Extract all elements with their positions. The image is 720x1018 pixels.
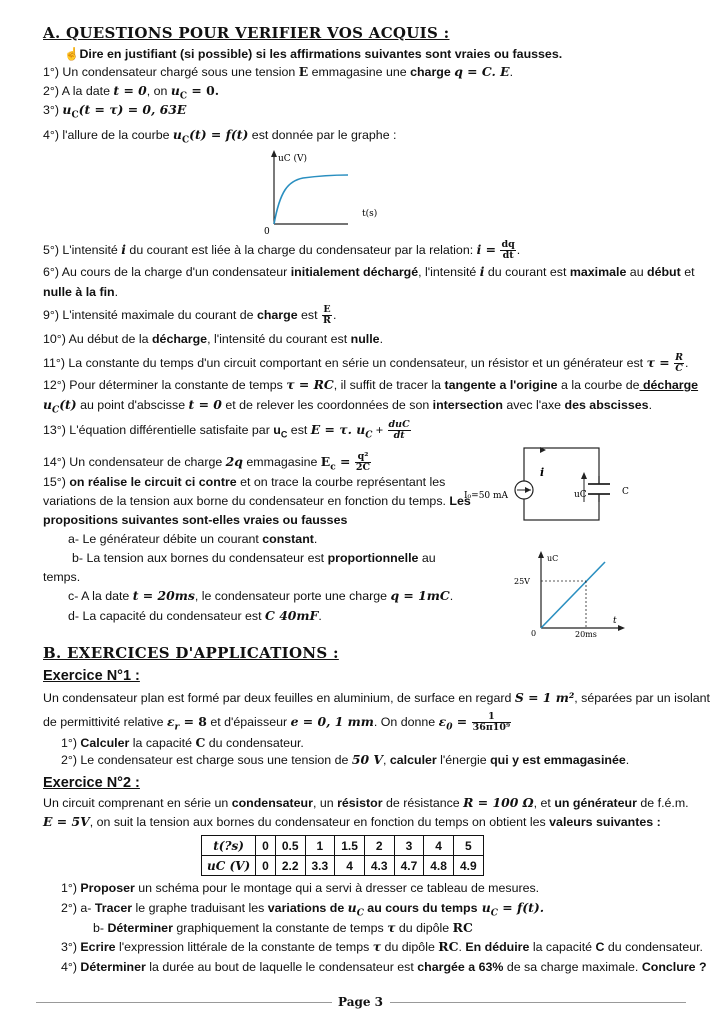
table-cell: 1.5 — [335, 836, 365, 856]
ex1-line2: de permittivité relative $\varepsilon_r = 8$ et d'épaisseur e = 0, 1 mm. On donne $\varepsilon_0$ = $\frac{1}{\text{36π10⁹}}$ — [43, 711, 511, 733]
q15-line1: 15°) on réalise le circuit ci contre et on trace la courbe représentant les — [43, 475, 446, 489]
table-cell: 3 — [394, 836, 424, 856]
circuit-diagram — [462, 440, 652, 530]
ex2-line2: E = 5V, on suit la tension aux bornes du condensateur en fonction du temps on obtient les valeurs suivantes : — [43, 814, 661, 829]
q2: 2°) A la date t = 0, on $u_C = 0$. — [43, 83, 220, 102]
instruction — [64, 46, 562, 62]
pointing-hand-icon: ☝ — [64, 47, 80, 61]
graph2-ylabel: uC — [547, 554, 559, 563]
table-cell: 4 — [424, 836, 454, 856]
graph2-origin: 0 — [531, 629, 537, 638]
q6-line1: 6°) Au cours de la charge d'un condensateur initialement déchargé, l'intensité i du courant est maximale au début et — [43, 264, 695, 279]
linear-curve — [541, 562, 605, 628]
graph2-xlabel: t — [613, 616, 617, 626]
table-header-time: t(?s) — [202, 836, 256, 856]
y-axis-arrow-icon — [538, 551, 544, 558]
table-cell: 2.2 — [275, 856, 305, 876]
section-b-title: B. EXERCICES D'APPLICATIONS : — [43, 644, 339, 662]
q1: 1°) Un condensateur chargé sous une tension E emmagasine une charge q = C. E. — [43, 64, 514, 79]
table-cell: 0 — [256, 836, 276, 856]
ex2-q1: 1°) Proposer un schéma pour le montage qui a servi à dresser ce tableau de mesures. — [61, 881, 540, 895]
graph1-ylabel: uC (V) — [278, 154, 308, 164]
q15-a: a- Le générateur débite un courant constant. — [68, 532, 318, 546]
linear-uc-graph — [505, 548, 635, 640]
q15-d: d- La capacité du condensateur est C 40mF. — [68, 608, 322, 623]
table-cell: 4 — [335, 856, 365, 876]
q15-c: c- A la date t = 20ms, le condensateur porte une charge q = 1mC. — [68, 588, 454, 603]
instruction-text: Dire en justifiant (si possible) si les affirmations suivantes sont vraies ou fausses. — [79, 47, 563, 61]
table-cell: 4.8 — [424, 856, 454, 876]
table-cell: 4.7 — [394, 856, 424, 876]
q12-line2: $u_C(t)$ au point d'abscisse t = 0 et de relever les coordonnées de son intersection avec l'axe des abscisses. — [43, 397, 653, 416]
charge-curve — [274, 175, 348, 224]
q6-line2: nulle à la fin. — [43, 285, 119, 299]
q4: 4°) l'allure de la courbe $u_C(t) = f(t)$ est donnée par le graphe : — [43, 127, 397, 146]
circuit-source-label: I₀=50 mA — [464, 491, 509, 501]
x-axis-arrow-icon — [618, 625, 625, 631]
ex2-q4: 4°) Déterminer la durée au bout de laquelle le condensateur est chargée a 63% de sa charge maximale. Conclure ? — [61, 960, 707, 974]
q15-line2: variations de la tension aux borne du condensateur en fonction du temps. Les — [43, 494, 471, 508]
ex1-line1: Un condensateur plan est formé par deux feuilles en aluminium, de surface en regard S = 1 m², séparées par un isolant — [43, 690, 710, 705]
circuit-uc-label: uC — [574, 490, 587, 500]
table-row-voltage — [202, 856, 484, 876]
ex1-q1: 1°) Calculer la capacité C du condensateur. — [61, 735, 304, 750]
table-cell: 0.5 — [275, 836, 305, 856]
q9: 9°) L'intensité maximale du courant de charge est $\frac{E}{R}$ . — [43, 304, 337, 326]
circuit-cap-label: C — [622, 487, 629, 497]
ex2-q2a: 2°) a- Tracer le graphe traduisant les variations de $u_C$ au cours du temps $u_C = f(t)$. — [61, 900, 545, 919]
graph2-yval: 25V — [514, 577, 530, 586]
table-cell: 4.3 — [364, 856, 394, 876]
ex2-q2b: b- Déterminer graphiquement la constante de temps τ du dipôle RC — [93, 920, 473, 935]
circuit-wires — [524, 448, 599, 520]
q15-line3: propositions suivantes sont-elles vraies ou fausses — [43, 513, 348, 527]
footer-rule-left — [36, 1002, 332, 1003]
table-cell: 0 — [256, 856, 276, 876]
exercise1-title: Exercice N°1 : — [43, 668, 140, 684]
q13: 13°) L'équation différentielle satisfaite par $u_C$ est E = τ. $u_C$ + $\frac{\text{duC}}{dt}$ — [43, 419, 410, 441]
q10: 10°) Au début de la décharge, l'intensité du courant est nulle. — [43, 332, 384, 346]
table-cell: 5 — [453, 836, 483, 856]
section-a-title: A. QUESTIONS POUR VERIFIER VOS ACQUIS : — [43, 24, 450, 42]
table-header-voltage: uC (V) — [202, 856, 256, 876]
table-row-time — [202, 836, 484, 856]
ex2-line1: Un circuit comprenant en série un condensateur, un résistor de résistance R = 100 Ω, et un générateur de f.é.m. — [43, 795, 689, 810]
q5: 5°) L'intensité i du courant est liée à la charge du condensateur par la relation: i = $\frac{dq}{dt}$ . — [43, 239, 521, 261]
q11: 11°) La constante du temps d'un circuit comportant en série un condensateur, un résistor et un générateur est τ = $\frac{R}{C}$ . — [43, 352, 689, 374]
q15-b-cont: temps. — [43, 570, 81, 584]
q12-line1: 12°) Pour déterminer la constante de temps τ = RC, il suffit de tracer la tangente a l'origine a la courbe de décharge — [43, 377, 699, 392]
table-cell: 1 — [305, 836, 335, 856]
q15-b: b- La tension aux bornes du condensateur est proportionnelle au — [72, 551, 436, 565]
graph1-origin: 0 — [264, 227, 270, 236]
table-cell: 4.9 — [453, 856, 483, 876]
uc-arrow-icon — [581, 472, 587, 479]
graph1-xlabel: t(s) — [362, 209, 378, 219]
table-cell: 3.3 — [305, 856, 335, 876]
ex1-q2: 2°) Le condensateur est charge sous une tension de 50 V, calculer l'énergie qui y est emmagasinée. — [61, 752, 630, 767]
graph2-xval: 20ms — [575, 630, 597, 639]
q3: 3°) $u_C(t = \tau) = 0$, 63E — [43, 102, 187, 121]
exercise2-title: Exercice N°2 : — [43, 775, 140, 791]
page-number: Page 3 — [338, 995, 384, 1009]
table-cell: 2 — [364, 836, 394, 856]
measurements-table — [201, 835, 484, 876]
footer-rule-right — [390, 1002, 686, 1003]
q14: 14°) Un condensateur de charge 2q emmagasine $E_c$ = $\frac{\text{q²}}{2C}$ — [43, 451, 371, 473]
ex2-q3: 3°) Ecrire l'expression littérale de la constante de temps τ du dipôle RC. En déduire la capacité C du condensateur. — [61, 939, 703, 954]
y-axis-arrow-icon — [271, 150, 277, 157]
circuit-current-label: i — [540, 466, 545, 479]
charge-curve-graph — [258, 146, 398, 236]
